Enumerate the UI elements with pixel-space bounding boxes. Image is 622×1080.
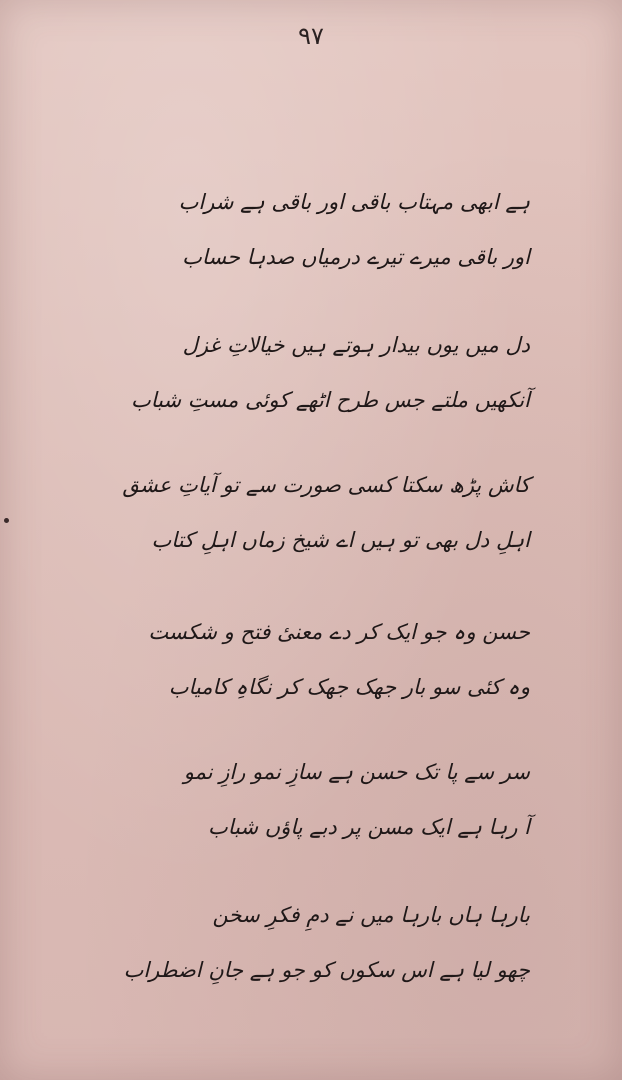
- couplet-4-line-2: وہ کئی سو بار جھک جھک کر نگاہِ کامیاب: [168, 675, 530, 699]
- couplet-6-line-2: چھو لیا ہے اس سکوں کو جو ہے جانِ اضطراب: [123, 958, 530, 982]
- couplet-2: [100, 318, 530, 428]
- couplet-3-line-1: کاش پڑھ سکتا کسی صورت سے تو آیاتِ عشق: [122, 473, 530, 497]
- couplet-5-line-2: آ رہا ہے ایک مسن پر دبے پاؤں شباب: [208, 815, 530, 839]
- couplet-4: [100, 605, 530, 715]
- couplet-1-line-1: ہے ابھی مہتاب باقی اور باقی ہے شراب: [178, 190, 530, 214]
- couplet-5-line-1: سر سے پا تک حسن ہے سازِ نمو رازِ نمو: [183, 760, 530, 784]
- couplet-4-line-1: حسن وہ جو ایک کر دے معنیٔ فتح و شکست: [148, 620, 530, 644]
- couplet-1-line-2: اور باقی میرے تیرے درمیاں صدہا حساب: [182, 245, 530, 269]
- couplet-1: [100, 175, 530, 285]
- couplet-2-line-2: آنکھیں ملتے جس طرح اٹھے کوئی مستِ شباب: [130, 388, 530, 412]
- couplet-3: [100, 458, 530, 568]
- couplet-3-line-2: اہلِ دل بھی تو ہیں اے شیخ زماں اہلِ کتاب: [151, 528, 530, 552]
- margin-ink-dot: [4, 518, 9, 523]
- couplet-2-line-1: دل میں یوں بیدار ہوتے ہیں خیالاتِ غزل: [182, 333, 530, 357]
- couplet-5: [100, 745, 530, 855]
- couplet-6-line-1: بارہا ہاں بارہا میں نے دمِ فکرِ سخن: [212, 903, 530, 927]
- page-number: ۹۷: [298, 22, 324, 50]
- couplet-6: [100, 888, 530, 998]
